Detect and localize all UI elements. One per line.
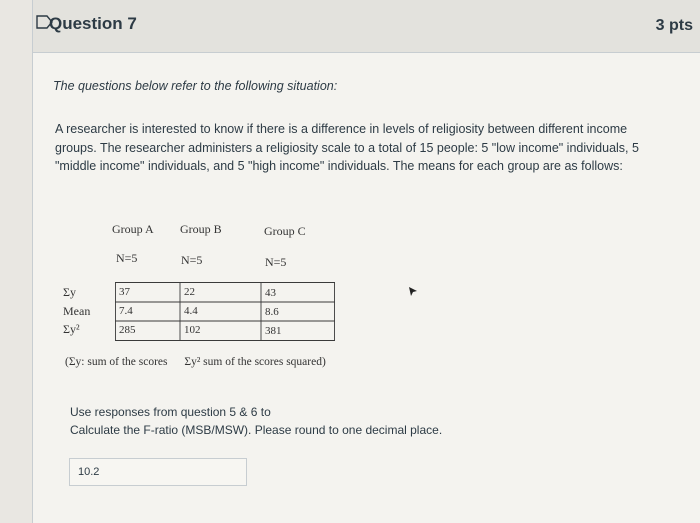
instructions-line-2: Calculate the F-ratio (MSB/MSW). Please round to one decimal place.: [70, 423, 443, 437]
table-cell: 22: [184, 286, 195, 298]
answer-input[interactable]: [69, 458, 247, 486]
legend-sumsq: Σy² sum of the scores squared): [184, 356, 326, 368]
intro-text: The questions below refer to the following situation:: [53, 79, 338, 93]
group-a-n: N=5: [116, 251, 138, 265]
question-header: [33, 0, 700, 53]
table-cell: 37: [119, 286, 130, 298]
table-cell: 381: [265, 325, 282, 337]
table-cell: 102: [184, 324, 201, 336]
group-a-header: Group A: [112, 222, 154, 236]
table-cell: 7.4: [119, 305, 133, 317]
instructions-line-1: Use responses from question 5 & 6 to: [70, 405, 271, 419]
group-b-n: N=5: [181, 253, 203, 267]
table-legend: [65, 356, 326, 368]
situation-text: A researcher is interested to know if there is a difference in levels of religiosity between different income groups. The researcher administers a religiosity scale to a total of 15 people: 5 "low income" individuals, 5 "middle income" individuals, and 5 "high income" individuals. The means for each group are as follows:: [55, 122, 639, 173]
legend-sum: (Σy: sum of the scores: [65, 356, 168, 368]
table-cell: 285: [119, 324, 136, 336]
instructions: [70, 403, 442, 439]
mouse-pointer-icon: [408, 286, 418, 298]
table-cell: 8.6: [265, 306, 279, 318]
table-cell: 4.4: [184, 305, 198, 317]
question-points: 3 pts: [655, 17, 693, 34]
group-b-header: Group B: [180, 222, 222, 236]
row-label-sumsq: Σy²: [63, 322, 80, 336]
question-title: Question 7: [49, 14, 137, 33]
row-label-sum: Σy: [63, 285, 76, 299]
table-cell: 43: [265, 287, 276, 299]
row-label-mean: Mean: [63, 304, 91, 318]
data-table-grid: [115, 282, 335, 341]
question-card: [32, 0, 700, 523]
group-c-n: N=5: [265, 255, 287, 269]
group-c-header: Group C: [264, 224, 306, 238]
